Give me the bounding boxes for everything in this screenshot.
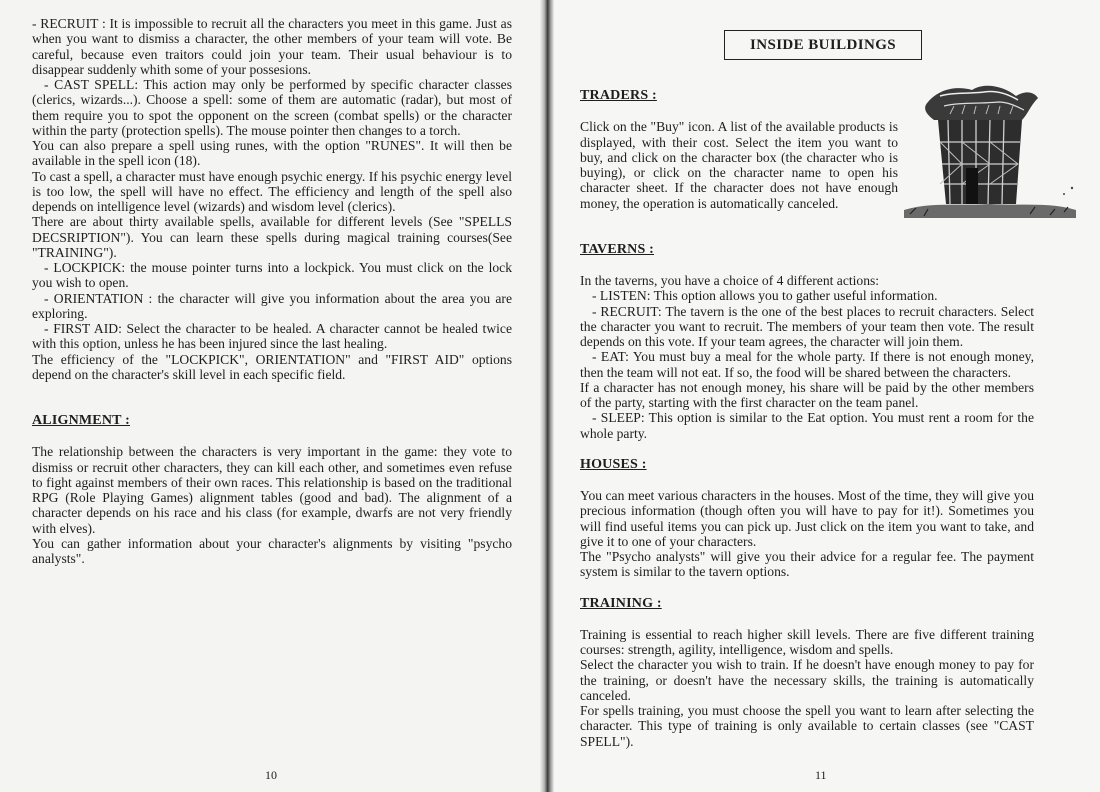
houses-paragraph: You can meet various characters in the houses. Most of the time, they will give you precious information (though often you will have to pay for it!). Sometimes you will find useful items you can pick up. Just click on the item you want to take, and give it to one of your characters. <box>580 488 1034 549</box>
tavern-recruit-paragraph: - RECRUIT: The tavern is the one of the best places to recruit characters. Select the character you want to recruit. The members of your team then vote. The result depends on this vote. If your team agrees, the character will join them. <box>580 303 1034 349</box>
training-intro-paragraph: Training is essential to reach higher skill levels. There are five different training courses: strength, agility, intelligence, wisdom and spells. <box>580 626 1034 657</box>
recruit-paragraph: - RECRUIT : It is impossible to recruit all the characters you meet in this game. Just as when you want to dismiss a character, the other members of your team will vote. Be careful, because even traitors could join your team. Their usual behaviour is to disappear suddenly whith some of your possesions. <box>32 16 512 77</box>
sleep-paragraph: - SLEEP: This option is similar to the Eat option. You must rent a room for the whole party. <box>580 410 1034 441</box>
alignment-heading: ALIGNMENT : <box>32 413 131 428</box>
psycho-analysts-paragraph: You can gather information about your character's alignments by visiting "psycho analysts". <box>32 535 512 566</box>
page-number-right: 11 <box>815 768 827 782</box>
houses-heading: HOUSES : <box>580 456 647 472</box>
section-title: INSIDE BUILDINGS <box>749 36 897 53</box>
lockpick-paragraph: - LOCKPICK: the mouse pointer turns into a lockpick. You must click on the lock you wish to open. <box>32 260 512 291</box>
taverns-intro-paragraph: In the taverns, you have a choice of 4 different actions: <box>580 273 880 288</box>
first-aid-paragraph: - FIRST AID: Select the character to be healed. A character cannot be healed twice with this option, unless he has been injured since the last healing. <box>32 321 512 352</box>
traders-heading: TRADERS : <box>580 88 657 103</box>
psychic-energy-paragraph: To cast a spell, a character must have enough psychic energy. If his psychic energy level is too low, the spell will have no effect. The efficiency and length of the spell also depends on intelligence level (wizards) and wisdom level (clerics). <box>32 168 512 214</box>
section-title-box <box>724 30 922 60</box>
right-page-text <box>580 88 1034 749</box>
skill-efficiency-paragraph: The efficiency of the "LOCKPICK", ORIENTATION" and "FIRST AID" options depend on the character's skill level in each specific field. <box>32 351 512 382</box>
training-select-paragraph: Select the character you wish to train. If he doesn't have enough money to pay for the training, or doesn't have the necessary skills, the training is automatically canceled. <box>580 657 1034 703</box>
traders-paragraph: Click on the "Buy" icon. A list of the available products is displayed, with their cost. Select the item you want to buy, and click on the character box (the character who is buying), or click on the character name to open his character sheet. If the character does not have enough money, the operation is automatically canceled. <box>580 119 898 211</box>
training-heading: TRAINING : <box>580 595 662 611</box>
book-spine <box>540 0 554 792</box>
spells-training-paragraph: For spells training, you must choose the spell you want to learn after selecting the character. This type of training is only available to certain classes (see "CAST SPELL"). <box>580 703 1034 749</box>
eat-paragraph: - EAT: You must buy a meal for the whole party. If there is not enough money, then the team will not eat. If so, the food will be shared between the characters. <box>580 349 1034 380</box>
page-number-left: 10 <box>265 768 277 782</box>
share-paragraph: If a character has not enough money, his share will be paid by the other members of the party, starting with the first character on the team panel. <box>580 379 1034 410</box>
orientation-paragraph: - ORIENTATION : the character will give you information about the area you are exploring. <box>32 290 512 321</box>
alignment-paragraph: The relationship between the characters is very important in the game: they vote to dismiss or recruit other characters, they can kill each other, and sometimes even refuse to fight against members of their own races. This relationship is based on the traditional RPG (Role Playing Games) alignment tables (good and bad). The alignment of a character depends on his race and his class (for example, dwarfs are not very friendly with elves). <box>32 444 512 536</box>
left-page-text <box>32 16 512 566</box>
cast-spell-paragraph: - CAST SPELL: This action may only be performed by specific character classes (clerics, wizards...). Choose a spell: some of them are automatic (radar), but most of them require you to spot the opponent on the screen (combat spells) or the character within the party (protection spells). The mouse pointer then changes to a torch. <box>32 77 512 138</box>
taverns-heading: TAVERNS : <box>580 241 655 257</box>
psycho-analysts-fee-paragraph: The "Psycho analysts" will give you their advice for a regular fee. The payment system is similar to the tavern options. <box>580 549 1034 580</box>
runes-paragraph: You can also prepare a spell using runes, with the option "RUNES". It will then be available in the spell icon (18). <box>32 138 512 169</box>
available-spells-paragraph: There are about thirty available spells, available for different levels (See "SPELLS DECSRIPTION"). You can learn these spells during magical training courses(See "TRAINING"). <box>32 214 512 260</box>
listen-paragraph: - LISTEN: This option allows you to gather useful information. <box>592 288 938 304</box>
